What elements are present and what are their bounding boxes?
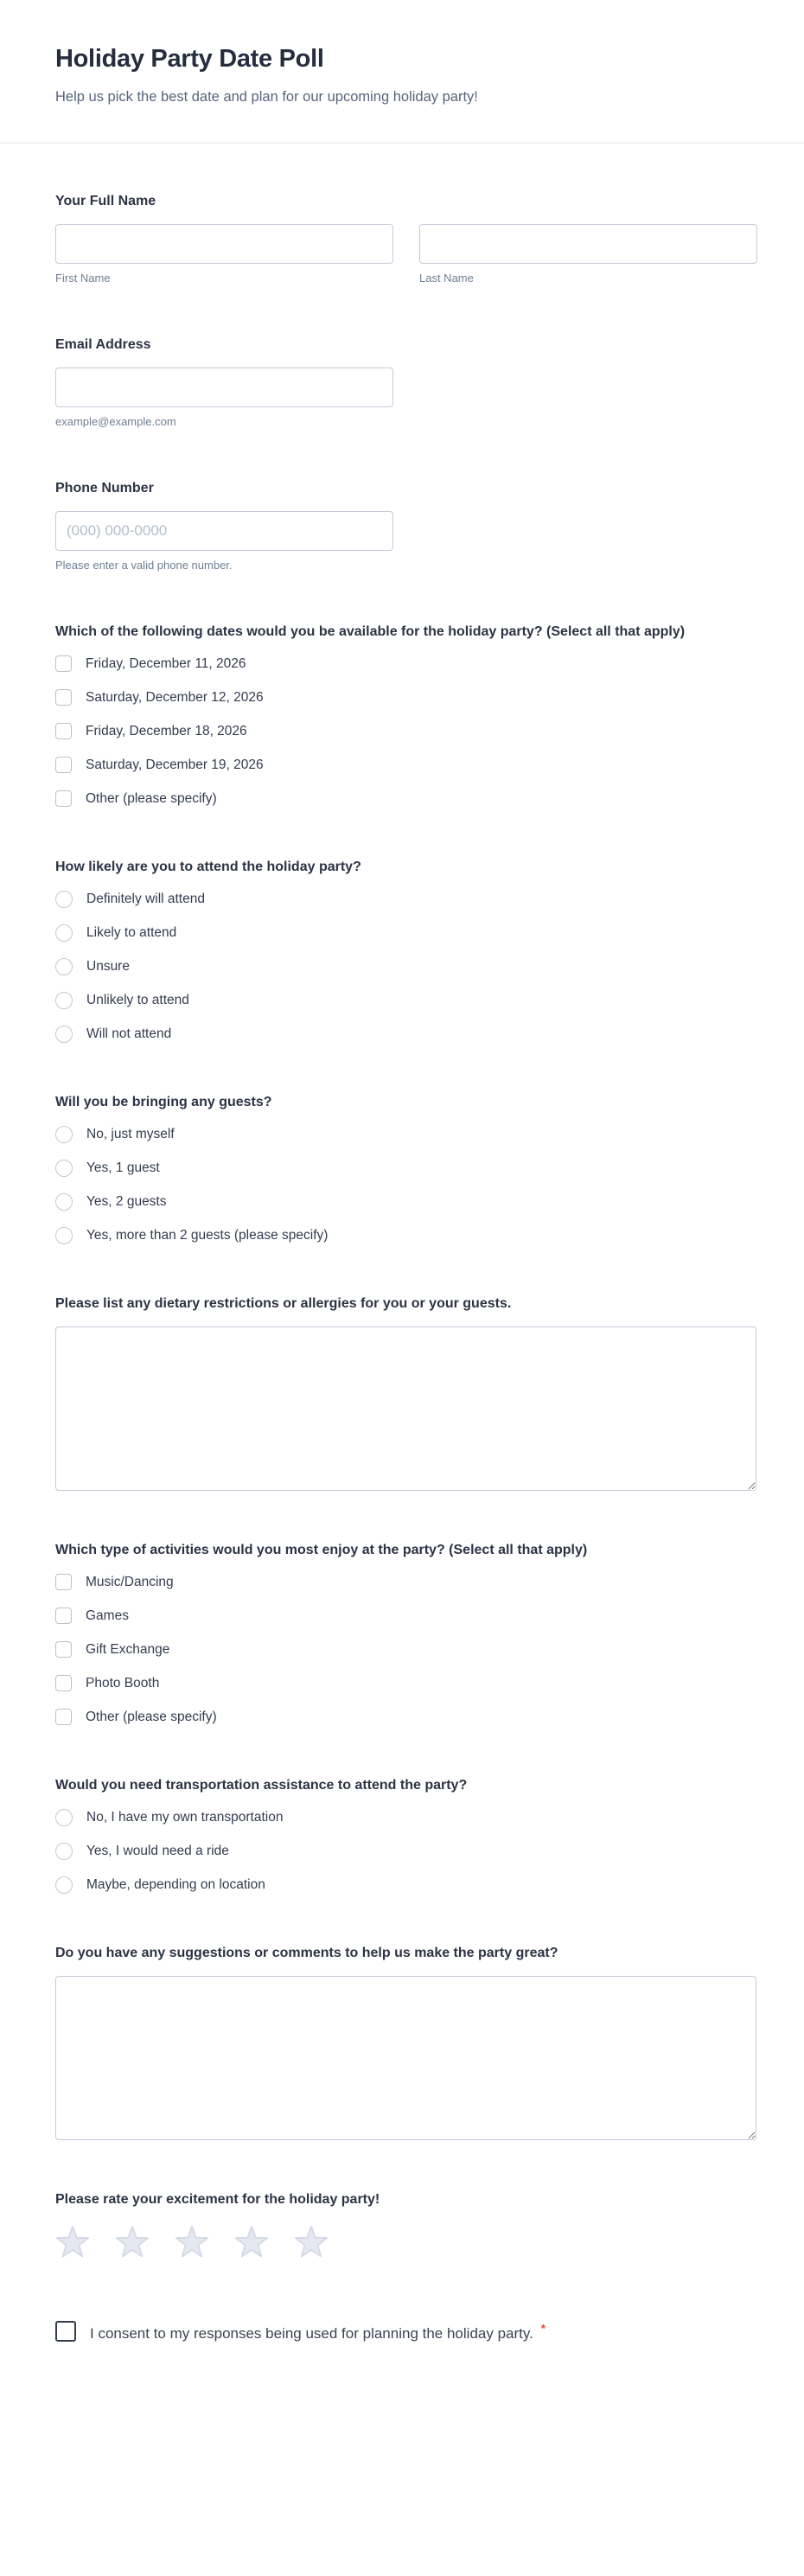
checkbox-icon[interactable] — [55, 689, 72, 706]
dietary-textarea[interactable] — [55, 1326, 756, 1491]
checkbox-option-dec-11[interactable] — [55, 655, 756, 673]
radio-option-label: Unlikely to attend — [86, 992, 189, 1007]
star-rating — [55, 2224, 756, 2259]
page-subtitle: Help us pick the best date and plan for our upcoming holiday party! — [55, 89, 478, 105]
radio-option-label: Yes, 1 guest — [86, 1160, 160, 1175]
checkbox-option-dec-18[interactable] — [55, 722, 756, 740]
radio-option-label: Yes, I would need a ride — [86, 1843, 229, 1858]
checkbox-option-label: Saturday, December 12, 2026 — [86, 689, 264, 705]
radio-option-likely[interactable] — [55, 924, 756, 942]
radio-option-label: Maybe, depending on location — [86, 1876, 265, 1892]
email-sublabel: example@example.com — [55, 415, 176, 428]
suggestions-textarea[interactable] — [55, 1976, 756, 2140]
radio-option-label: Likely to attend — [86, 924, 177, 940]
dates-field — [55, 621, 756, 808]
likelihood-field — [55, 856, 756, 1043]
radio-icon[interactable] — [55, 1126, 73, 1143]
activities-field — [55, 1539, 756, 1726]
radio-icon[interactable] — [55, 891, 73, 908]
rating-field — [55, 2189, 756, 2259]
checkbox-icon[interactable] — [55, 790, 72, 807]
checkbox-option-label: Friday, December 18, 2026 — [86, 723, 247, 738]
guests-field — [55, 1091, 756, 1244]
guests-question-label: Will you be bringing any guests? — [55, 1095, 272, 1109]
dates-question-label: Which of the following dates would you be available for the holiday party? (Select all that apply) — [55, 624, 686, 639]
radio-option-more-guests[interactable] — [55, 1226, 756, 1244]
radio-icon[interactable] — [55, 1026, 73, 1043]
checkbox-icon[interactable] — [55, 1608, 72, 1624]
phone-label: Phone Number — [55, 481, 154, 495]
checkbox-option-label: Photo Booth — [86, 1675, 160, 1691]
full-name-field — [55, 190, 756, 285]
checkbox-option-label: Other (please specify) — [86, 1709, 217, 1724]
checkbox-option-other-activity[interactable] — [55, 1708, 756, 1726]
star-icon[interactable] — [234, 2224, 269, 2259]
last-name-sublabel: Last Name — [419, 272, 474, 284]
radio-icon[interactable] — [55, 958, 73, 975]
radio-icon[interactable] — [55, 924, 73, 942]
radio-option-label: Yes, 2 guests — [86, 1193, 167, 1209]
activities-question-label: Which type of activities would you most enjoy at the party? (Select all that apply) — [55, 1543, 588, 1557]
radio-icon[interactable] — [55, 992, 73, 1009]
radio-option-unsure[interactable] — [55, 957, 756, 975]
radio-option-maybe-location[interactable] — [55, 1876, 756, 1894]
radio-icon[interactable] — [55, 1160, 73, 1177]
radio-icon[interactable] — [55, 1809, 73, 1826]
checkbox-icon[interactable] — [55, 1574, 72, 1590]
last-name-input[interactable] — [419, 224, 757, 264]
consent-field[interactable] — [55, 2319, 756, 2343]
radio-option-definitely[interactable] — [55, 890, 756, 908]
form-header — [0, 0, 804, 106]
star-icon[interactable] — [55, 2224, 90, 2259]
full-name-label: Your Full Name — [55, 194, 156, 208]
checkbox-option-label: Games — [86, 1608, 129, 1623]
email-label: Email Address — [55, 337, 151, 352]
checkbox-option-label: Gift Exchange — [86, 1641, 170, 1657]
first-name-input[interactable] — [55, 224, 393, 264]
form-body — [0, 144, 804, 2343]
checkbox-icon[interactable] — [55, 757, 72, 773]
radio-option-label: Definitely will attend — [86, 891, 205, 906]
rating-question-label: Please rate your excitement for the holiday party! — [55, 2192, 380, 2207]
email-input[interactable] — [55, 368, 393, 407]
checkbox-option-dec-19[interactable] — [55, 756, 756, 774]
transportation-field — [55, 1774, 756, 1894]
checkbox-option-label: Other (please specify) — [86, 790, 217, 806]
consent-checkbox-icon[interactable] — [55, 2321, 76, 2342]
star-icon[interactable] — [175, 2224, 209, 2259]
page-title: Holiday Party Date Poll — [55, 45, 324, 73]
checkbox-option-label: Saturday, December 19, 2026 — [86, 757, 264, 772]
checkbox-option-label: Music/Dancing — [86, 1574, 174, 1589]
required-asterisk: * — [540, 2322, 546, 2335]
radio-icon[interactable] — [55, 1876, 73, 1894]
checkbox-icon[interactable] — [55, 1675, 72, 1691]
checkbox-option-music-dancing[interactable] — [55, 1573, 756, 1591]
checkbox-option-games[interactable] — [55, 1607, 756, 1625]
radio-option-need-ride[interactable] — [55, 1842, 756, 1860]
radio-option-will-not[interactable] — [55, 1025, 756, 1043]
radio-option-own-transportation[interactable] — [55, 1808, 756, 1826]
radio-option-label: Yes, more than 2 guests (please specify) — [86, 1227, 329, 1243]
radio-option-label: Will not attend — [86, 1026, 172, 1041]
first-name-sublabel: First Name — [55, 272, 111, 284]
checkbox-icon[interactable] — [55, 655, 72, 672]
phone-input[interactable] — [55, 511, 393, 551]
likelihood-question-label: How likely are you to attend the holiday party? — [55, 860, 361, 874]
checkbox-icon[interactable] — [55, 1709, 72, 1725]
radio-option-two-guests[interactable] — [55, 1192, 756, 1211]
checkbox-option-label: Friday, December 11, 2026 — [86, 655, 246, 671]
suggestions-field — [55, 1942, 756, 2140]
dietary-question-label: Please list any dietary restrictions or allergies for you or your guests. — [55, 1296, 512, 1311]
checkbox-option-gift-exchange[interactable] — [55, 1640, 756, 1659]
radio-icon[interactable] — [55, 1843, 73, 1860]
checkbox-option-photo-booth[interactable] — [55, 1674, 756, 1692]
radio-icon[interactable] — [55, 1227, 73, 1244]
star-icon[interactable] — [294, 2224, 329, 2259]
email-field — [55, 334, 756, 429]
checkbox-option-dec-12[interactable] — [55, 688, 756, 706]
checkbox-option-other-date[interactable] — [55, 789, 756, 808]
suggestions-question-label: Do you have any suggestions or comments to help us make the party great? — [55, 1946, 558, 1960]
radio-option-label: No, I have my own transportation — [86, 1809, 284, 1825]
phone-sublabel: Please enter a valid phone number. — [55, 559, 233, 572]
star-icon[interactable] — [115, 2224, 150, 2259]
radio-option-unlikely[interactable] — [55, 991, 756, 1009]
dietary-field — [55, 1293, 756, 1491]
transportation-question-label: Would you need transportation assistance to attend the party? — [55, 1778, 468, 1793]
consent-label: I consent to my responses being used for planning the holiday party. * — [90, 2322, 546, 2342]
checkbox-icon[interactable] — [55, 723, 72, 739]
checkbox-icon[interactable] — [55, 1641, 72, 1658]
radio-icon[interactable] — [55, 1193, 73, 1211]
radio-option-label: No, just myself — [86, 1126, 175, 1141]
radio-option-no-guests[interactable] — [55, 1125, 756, 1143]
phone-field — [55, 477, 756, 572]
radio-option-one-guest[interactable] — [55, 1159, 756, 1177]
radio-option-label: Unsure — [86, 958, 130, 974]
